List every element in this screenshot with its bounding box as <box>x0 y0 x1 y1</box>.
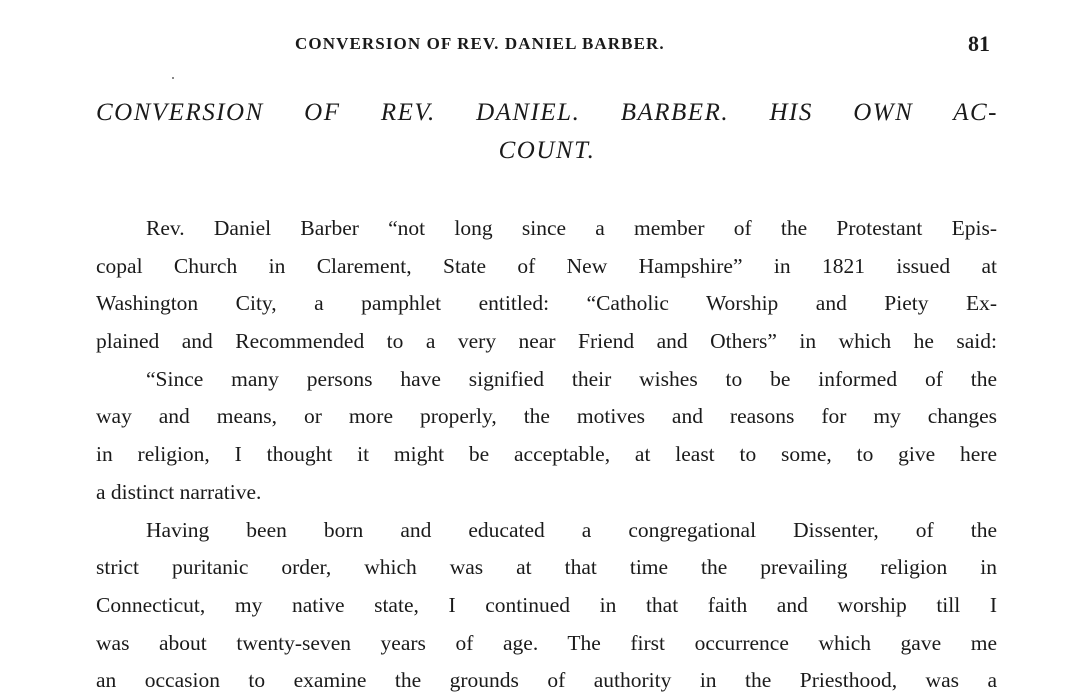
running-head-title: CONVERSION OF REV. DANIEL BARBER. <box>295 34 665 53</box>
print-speck <box>172 77 174 79</box>
text-line-cut-off: an occasion to examine the grounds of authority in the Priesthood, was a <box>96 668 997 693</box>
chapter-title-line-1: CONVERSION OF REV. DANIEL. BARBER. HIS OWN AC- <box>96 99 998 126</box>
text-line: “Since many persons have signified their wishes to be informed of the <box>146 366 997 391</box>
text-line: copal Church in Clarement, State of New Hampshire” in 1821 issued at <box>96 253 997 278</box>
text-line: Having been born and educated a congregational Dissenter, of the <box>146 517 997 542</box>
text-line: Rev. Daniel Barber “not long since a member of the Protestant Epis- <box>146 216 997 240</box>
page-number: 81 <box>968 31 990 56</box>
chapter-title-line-2: COUNT. <box>498 137 596 164</box>
text-line: a distinct narrative. <box>96 479 262 504</box>
text-line: way and means, or more properly, the motives and reasons for my changes <box>96 404 997 429</box>
chapter-title <box>96 94 998 170</box>
text-line: plained and Recommended to a very near Friend and Others” in which he said: <box>96 329 997 354</box>
text-line: Washington City, a pamphlet entitled: “Catholic Worship and Piety Ex- <box>96 291 997 316</box>
body-text <box>96 210 997 693</box>
text-line: was about twenty-seven years of age. The first occurrence which gave me <box>96 630 997 655</box>
running-head <box>0 31 1080 60</box>
text-line: Connecticut, my native state, I continued in that faith and worship till I <box>96 592 997 617</box>
text-line: strict puritanic order, which was at that time the prevailing religion in <box>96 555 997 580</box>
text-line: in religion, I thought it might be acceptable, at least to some, to give here <box>96 442 997 467</box>
